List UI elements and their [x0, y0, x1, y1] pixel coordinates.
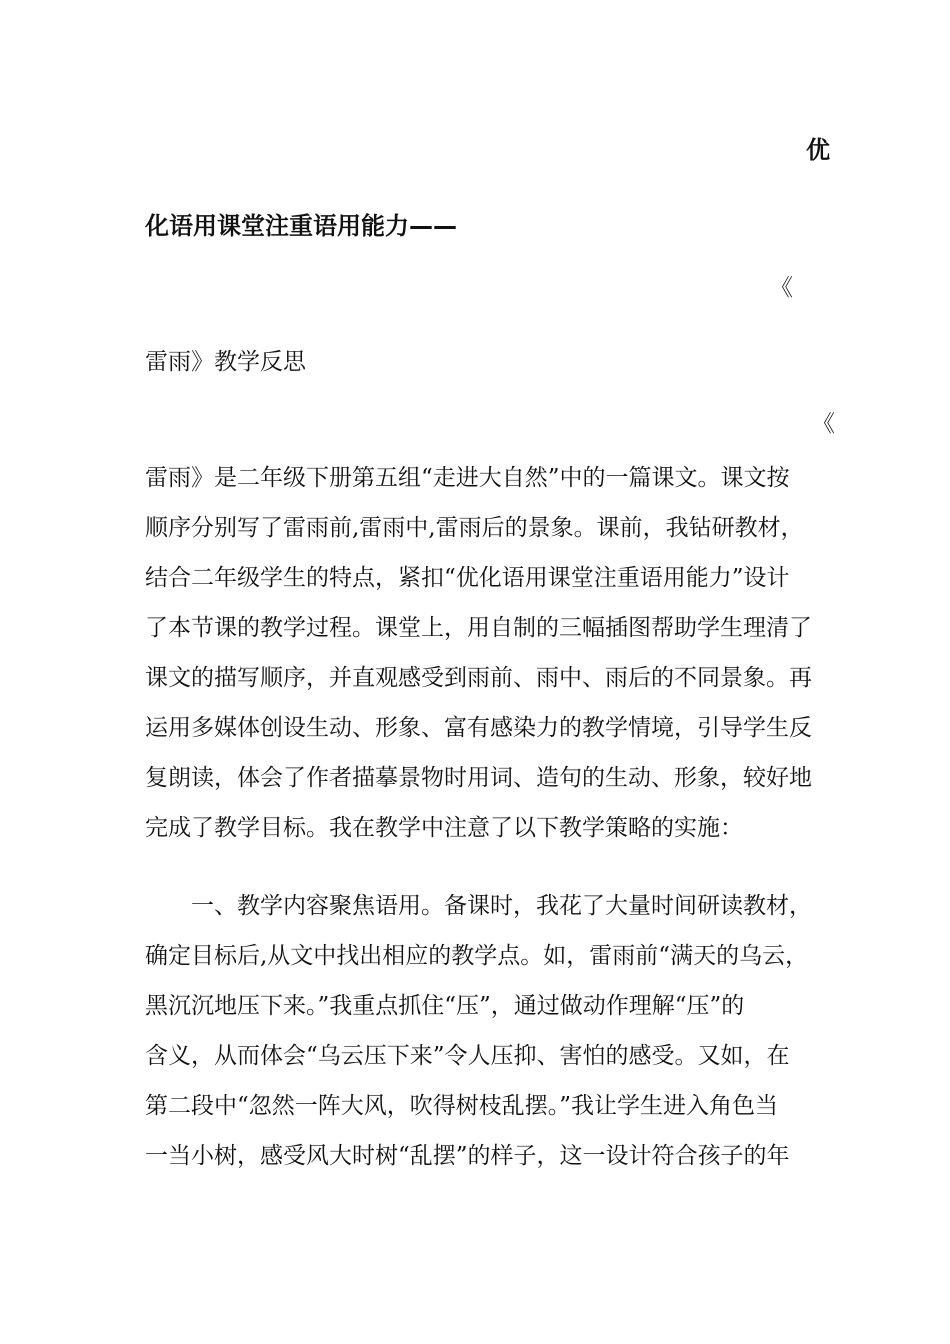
paragraph-2 — [145, 881, 815, 1181]
body-open-bracket: 《 — [812, 411, 835, 437]
paragraph-1-line: 课文的描写顺序，并直观感受到雨前、雨中、雨后的不同景象。再 — [145, 665, 812, 691]
title-part2: 化语用课堂注重语用能力—— — [145, 212, 457, 240]
paragraph-2-line: 黑沉沉地压下来。”我重点抓住“压”，通过做动作理解“压”的 — [145, 993, 745, 1019]
title-part1: 优 — [806, 136, 830, 164]
paragraph-1 — [145, 453, 815, 853]
paragraph-1-line: 复朗读，体会了作者描摹景物时用词、造句的生动、形象，较好地 — [145, 765, 812, 791]
paragraph-1-line: 雷雨》是二年级下册第五组“走进大自然”中的一篇课文。课文按 — [145, 465, 790, 491]
paragraph-1-line: 结合二年级学生的特点，紧扣“优化语用课堂注重语用能力”设计 — [145, 565, 790, 591]
paragraph-1-line: 运用多媒体创设生动、形象、富有感染力的教学情境，引导学生反 — [145, 715, 812, 741]
paragraph-1-line: 顺序分别写了雷雨前,雷雨中,雷雨后的景象。课前，我钻研教材， — [145, 515, 804, 541]
paragraph-1-line: 完成了教学目标。我在教学中注意了以下教学策略的实施： — [145, 815, 743, 841]
paragraph-1-line: 了本节课的教学过程。课堂上，用自制的三幅插图帮助学生理清了 — [145, 615, 812, 641]
title-open-bracket: 《 — [770, 275, 793, 301]
paragraph-2-line: 含义，从而体会“乌云压下来”令人压抑、害怕的感受。又如，在 — [145, 1043, 790, 1069]
paragraph-2-line: 一当小树，感受风大时树“乱摆”的样子，这一设计符合孩子的年 — [145, 1143, 790, 1169]
paragraph-2-line: 第二段中“忽然一阵大风，吹得树枝乱摆。”我让学生进入角色当 — [145, 1093, 779, 1119]
subtitle: 雷雨》教学反思 — [145, 349, 306, 375]
paragraph-2-line: 一、教学内容聚焦语用。备课时，我花了大量时间研读教材， — [191, 893, 812, 919]
paragraph-2-line: 确定目标后,从文中找出相应的教学点。如，雷雨前“满天的乌云， — [145, 943, 809, 969]
